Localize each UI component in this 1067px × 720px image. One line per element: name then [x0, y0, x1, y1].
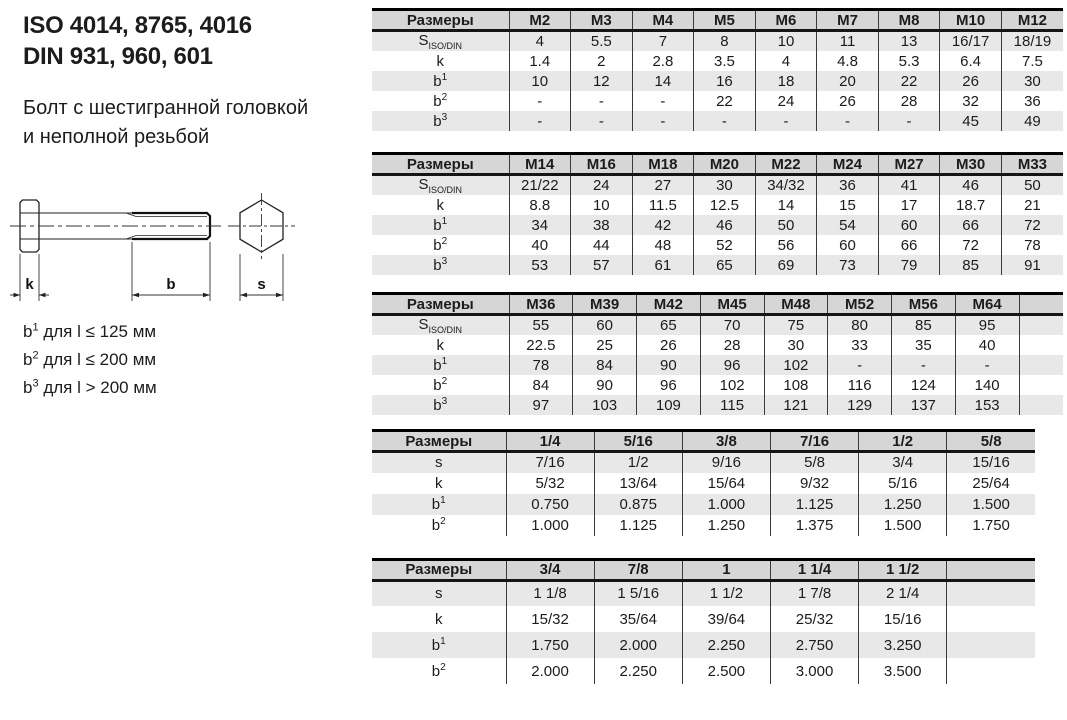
- value-cell: 4: [509, 31, 571, 52]
- dimension-tables-column: [372, 8, 1063, 684]
- dimension-table: [372, 429, 1035, 536]
- value-cell: 1.250: [682, 515, 770, 536]
- value-cell: 34/32: [755, 175, 817, 196]
- value-cell: 108: [764, 375, 828, 395]
- value-cell: 1.750: [506, 632, 594, 658]
- value-cell: 102: [700, 375, 764, 395]
- value-cell: 124: [892, 375, 956, 395]
- value-cell: [947, 632, 1035, 658]
- row-label-header: Размеры: [372, 10, 509, 31]
- value-cell: 28: [878, 91, 940, 111]
- value-cell: 16/17: [940, 31, 1002, 52]
- value-cell: 1.250: [859, 494, 947, 515]
- value-cell: 39/64: [682, 606, 770, 632]
- dimension-s: [240, 254, 283, 301]
- size-column-header: 3/4: [506, 559, 594, 580]
- value-cell: 40: [955, 335, 1019, 355]
- value-cell: 84: [573, 355, 637, 375]
- value-cell: 5.3: [878, 51, 940, 71]
- value-cell: -: [828, 355, 892, 375]
- size-column-header: M56: [892, 294, 956, 315]
- size-column-header: 3/8: [682, 431, 770, 452]
- value-cell: 22.5: [509, 335, 573, 355]
- value-cell: 25: [573, 335, 637, 355]
- row-label: $b^1$: [372, 632, 506, 658]
- value-cell: 3.5: [694, 51, 756, 71]
- page-title: [23, 10, 252, 72]
- value-cell: 25/32: [770, 606, 858, 632]
- size-column-header: M7: [817, 10, 879, 31]
- row-label: $b^2$: [372, 235, 509, 255]
- value-cell: -: [632, 91, 694, 111]
- dimension-table: [372, 558, 1035, 685]
- value-cell: 54: [817, 215, 879, 235]
- standard-din-line: DIN 931, 960, 601: [23, 43, 213, 70]
- value-cell: 48: [632, 235, 694, 255]
- row-label: $b^1$: [372, 215, 509, 235]
- size-column-header: M6: [755, 10, 817, 31]
- row-label: s: [372, 580, 506, 606]
- value-cell: 90: [637, 355, 701, 375]
- value-cell: 49: [1001, 111, 1063, 131]
- value-cell: 3/4: [859, 452, 947, 473]
- value-cell: 1.375: [770, 515, 858, 536]
- value-cell: 30: [694, 175, 756, 196]
- row-label: $b^2$: [372, 91, 509, 111]
- value-cell: 52: [694, 235, 756, 255]
- row-label-header: Размеры: [372, 294, 509, 315]
- size-column-header: 1 1/4: [770, 559, 858, 580]
- value-cell: 5/16: [859, 473, 947, 494]
- size-column-header: M8: [878, 10, 940, 31]
- footnote: $b^2$ для l ≤ 200 мм: [23, 349, 157, 369]
- value-cell: 140: [955, 375, 1019, 395]
- value-cell: 75: [764, 315, 828, 336]
- value-cell: 15/32: [506, 606, 594, 632]
- value-cell: 2.750: [770, 632, 858, 658]
- thread-length-footnotes: [23, 318, 157, 402]
- value-cell: 32: [940, 91, 1002, 111]
- size-column-header: M4: [632, 10, 694, 31]
- size-column-header: M36: [509, 294, 573, 315]
- value-cell: 8: [694, 31, 756, 52]
- size-column-header: 1 1/2: [859, 559, 947, 580]
- value-cell: 2.500: [682, 658, 770, 684]
- row-label: $b^2$: [372, 515, 506, 536]
- value-cell: 21: [1001, 195, 1063, 215]
- row-label: $S_{ISO/DIN}$: [372, 31, 509, 52]
- value-cell: 1.125: [594, 515, 682, 536]
- size-column-header: M10: [940, 10, 1002, 31]
- value-cell: 3.250: [859, 632, 947, 658]
- size-column-header: 7/16: [770, 431, 858, 452]
- row-label-header: Размеры: [372, 431, 506, 452]
- row-label: k: [372, 606, 506, 632]
- value-cell: 1.125: [770, 494, 858, 515]
- row-label: k: [372, 195, 509, 215]
- value-cell: 0.875: [594, 494, 682, 515]
- value-cell: 116: [828, 375, 892, 395]
- value-cell: 9/16: [682, 452, 770, 473]
- size-column-header: 1: [682, 559, 770, 580]
- value-cell: 4.8: [817, 51, 879, 71]
- value-cell: -: [509, 111, 571, 131]
- value-cell: 5.5: [571, 31, 633, 52]
- value-cell: [1019, 375, 1063, 395]
- value-cell: 18: [755, 71, 817, 91]
- value-cell: 53: [509, 255, 571, 275]
- value-cell: 6.4: [940, 51, 1002, 71]
- footnote: $b^3$ для l > 200 мм: [23, 377, 157, 397]
- value-cell: 15: [817, 195, 879, 215]
- value-cell: 78: [1001, 235, 1063, 255]
- size-column-header: M14: [509, 154, 571, 175]
- bolt-head-end-view: [228, 193, 295, 259]
- value-cell: -: [694, 111, 756, 131]
- row-label: $S_{ISO/DIN}$: [372, 315, 509, 336]
- value-cell: 35/64: [594, 606, 682, 632]
- value-cell: 60: [878, 215, 940, 235]
- size-column-header: 7/8: [594, 559, 682, 580]
- dimension-k: [10, 254, 49, 301]
- value-cell: 15/64: [682, 473, 770, 494]
- value-cell: 10: [509, 71, 571, 91]
- value-cell: 70: [700, 315, 764, 336]
- value-cell: -: [892, 355, 956, 375]
- value-cell: 16: [694, 71, 756, 91]
- value-cell: 95: [955, 315, 1019, 336]
- value-cell: 30: [764, 335, 828, 355]
- value-cell: 7/16: [506, 452, 594, 473]
- value-cell: -: [571, 111, 633, 131]
- value-cell: 18.7: [940, 195, 1002, 215]
- table-metric-m14-m33: [372, 152, 1063, 275]
- value-cell: 11: [817, 31, 879, 52]
- value-cell: 85: [940, 255, 1002, 275]
- row-label: k: [372, 473, 506, 494]
- value-cell: 36: [817, 175, 879, 196]
- value-cell: 21/22: [509, 175, 571, 196]
- value-cell: 33: [828, 335, 892, 355]
- value-cell: 2.250: [594, 658, 682, 684]
- value-cell: 1/2: [594, 452, 682, 473]
- row-label: $b^3$: [372, 111, 509, 131]
- table-metric-m36-m64: [372, 292, 1063, 415]
- value-cell: 96: [700, 355, 764, 375]
- value-cell: 61: [632, 255, 694, 275]
- dim-label-k: k: [25, 276, 34, 293]
- value-cell: 34: [509, 215, 571, 235]
- dimension-table: [372, 152, 1063, 275]
- value-cell: 4: [755, 51, 817, 71]
- value-cell: 38: [571, 215, 633, 235]
- value-cell: 25/64: [947, 473, 1035, 494]
- size-column-header: M48: [764, 294, 828, 315]
- value-cell: -: [571, 91, 633, 111]
- size-column-header: 5/8: [947, 431, 1035, 452]
- value-cell: -: [632, 111, 694, 131]
- value-cell: 96: [637, 375, 701, 395]
- product-description: [23, 94, 308, 152]
- value-cell: 24: [755, 91, 817, 111]
- dimension-b: [132, 242, 210, 301]
- value-cell: 65: [694, 255, 756, 275]
- value-cell: 109: [637, 395, 701, 415]
- row-label: $S_{ISO/DIN}$: [372, 175, 509, 196]
- value-cell: 3.000: [770, 658, 858, 684]
- value-cell: 42: [632, 215, 694, 235]
- row-label: $b^3$: [372, 255, 509, 275]
- value-cell: 1.500: [947, 494, 1035, 515]
- size-column-header: M20: [694, 154, 756, 175]
- standard-iso-line: ISO 4014, 8765, 4016: [23, 12, 252, 39]
- footnote: $b^1$ для l ≤ 125 мм: [23, 321, 157, 341]
- value-cell: 12: [571, 71, 633, 91]
- value-cell: -: [955, 355, 1019, 375]
- value-cell: 13/64: [594, 473, 682, 494]
- size-column-header: M33: [1001, 154, 1063, 175]
- value-cell: 72: [940, 235, 1002, 255]
- bolt-drawing-svg: [8, 192, 308, 314]
- value-cell: 2: [571, 51, 633, 71]
- value-cell: 35: [892, 335, 956, 355]
- value-cell: 1 1/2: [682, 580, 770, 606]
- value-cell: 0.750: [506, 494, 594, 515]
- value-cell: 56: [755, 235, 817, 255]
- table-inch-large: [372, 558, 1035, 685]
- value-cell: -: [509, 91, 571, 111]
- value-cell: 103: [573, 395, 637, 415]
- value-cell: [1019, 355, 1063, 375]
- value-cell: 24: [571, 175, 633, 196]
- size-column-header: M5: [694, 10, 756, 31]
- value-cell: 30: [1001, 71, 1063, 91]
- dimension-table: [372, 8, 1063, 131]
- value-cell: 2.8: [632, 51, 694, 71]
- value-cell: 66: [878, 235, 940, 255]
- value-cell: 7: [632, 31, 694, 52]
- table-metric-m2-m12: [372, 8, 1063, 131]
- row-label: $b^1$: [372, 494, 506, 515]
- value-cell: 55: [509, 315, 573, 336]
- description-line-1: Болт с шестигранной головкой: [23, 97, 309, 119]
- value-cell: 102: [764, 355, 828, 375]
- size-column-header: M16: [571, 154, 633, 175]
- value-cell: 3.500: [859, 658, 947, 684]
- description-line-2: и неполной резьбой: [23, 126, 210, 148]
- value-cell: 1 1/8: [506, 580, 594, 606]
- value-cell: 36: [1001, 91, 1063, 111]
- value-cell: 1 7/8: [770, 580, 858, 606]
- value-cell: 50: [1001, 175, 1063, 196]
- size-column-header: [947, 559, 1035, 580]
- value-cell: 46: [940, 175, 1002, 196]
- value-cell: [1019, 335, 1063, 355]
- value-cell: 78: [509, 355, 573, 375]
- value-cell: 46: [694, 215, 756, 235]
- value-cell: 14: [755, 195, 817, 215]
- row-label: k: [372, 51, 509, 71]
- value-cell: 27: [632, 175, 694, 196]
- value-cell: 13: [878, 31, 940, 52]
- value-cell: 2.000: [506, 658, 594, 684]
- value-cell: 2 1/4: [859, 580, 947, 606]
- size-column-header: 5/16: [594, 431, 682, 452]
- size-column-header: M64: [955, 294, 1019, 315]
- value-cell: 17: [878, 195, 940, 215]
- value-cell: 121: [764, 395, 828, 415]
- value-cell: 44: [571, 235, 633, 255]
- value-cell: 22: [694, 91, 756, 111]
- value-cell: 22: [878, 71, 940, 91]
- value-cell: 20: [817, 71, 879, 91]
- value-cell: [947, 658, 1035, 684]
- row-label: k: [372, 335, 509, 355]
- value-cell: 90: [573, 375, 637, 395]
- value-cell: 115: [700, 395, 764, 415]
- value-cell: 1.000: [506, 515, 594, 536]
- value-cell: 137: [892, 395, 956, 415]
- row-label-header: Размеры: [372, 154, 509, 175]
- row-label: $b^1$: [372, 71, 509, 91]
- row-label: $b^3$: [372, 395, 509, 415]
- value-cell: [1019, 315, 1063, 336]
- dim-label-s: s: [257, 276, 266, 293]
- size-column-header: M39: [573, 294, 637, 315]
- value-cell: 26: [817, 91, 879, 111]
- value-cell: 26: [940, 71, 1002, 91]
- value-cell: 7.5: [1001, 51, 1063, 71]
- row-label: $b^2$: [372, 658, 506, 684]
- value-cell: 66: [940, 215, 1002, 235]
- value-cell: 65: [637, 315, 701, 336]
- value-cell: 40: [509, 235, 571, 255]
- value-cell: 1.750: [947, 515, 1035, 536]
- size-column-header: [1019, 294, 1063, 315]
- size-column-header: M3: [571, 10, 633, 31]
- value-cell: [947, 580, 1035, 606]
- size-column-header: M18: [632, 154, 694, 175]
- row-label: $b^2$: [372, 375, 509, 395]
- value-cell: 60: [573, 315, 637, 336]
- value-cell: 72: [1001, 215, 1063, 235]
- value-cell: [1019, 395, 1063, 415]
- value-cell: 80: [828, 315, 892, 336]
- row-label: s: [372, 452, 506, 473]
- value-cell: 153: [955, 395, 1019, 415]
- size-column-header: 1/4: [506, 431, 594, 452]
- value-cell: -: [878, 111, 940, 131]
- value-cell: 85: [892, 315, 956, 336]
- size-column-header: M12: [1001, 10, 1063, 31]
- value-cell: 45: [940, 111, 1002, 131]
- value-cell: 79: [878, 255, 940, 275]
- bolt-thread-section: [126, 213, 210, 239]
- size-column-header: M42: [637, 294, 701, 315]
- value-cell: [947, 606, 1035, 632]
- size-column-header: M24: [817, 154, 879, 175]
- value-cell: 60: [817, 235, 879, 255]
- size-column-header: M2: [509, 10, 571, 31]
- size-column-header: M30: [940, 154, 1002, 175]
- row-label: $b^1$: [372, 355, 509, 375]
- row-label-header: Размеры: [372, 559, 506, 580]
- value-cell: -: [755, 111, 817, 131]
- size-column-header: M27: [878, 154, 940, 175]
- value-cell: 10: [755, 31, 817, 52]
- value-cell: 129: [828, 395, 892, 415]
- value-cell: 18/19: [1001, 31, 1063, 52]
- value-cell: 28: [700, 335, 764, 355]
- size-column-header: M22: [755, 154, 817, 175]
- dim-label-b: b: [166, 276, 176, 293]
- value-cell: 12.5: [694, 195, 756, 215]
- value-cell: 10: [571, 195, 633, 215]
- size-column-header: M45: [700, 294, 764, 315]
- size-column-header: 1/2: [859, 431, 947, 452]
- size-column-header: M52: [828, 294, 892, 315]
- bolt-technical-drawing: [8, 192, 308, 314]
- value-cell: 15/16: [947, 452, 1035, 473]
- value-cell: 91: [1001, 255, 1063, 275]
- value-cell: 1 5/16: [594, 580, 682, 606]
- value-cell: 50: [755, 215, 817, 235]
- value-cell: 9/32: [770, 473, 858, 494]
- table-inch-small: [372, 429, 1035, 536]
- value-cell: 11.5: [632, 195, 694, 215]
- value-cell: 69: [755, 255, 817, 275]
- value-cell: 2.250: [682, 632, 770, 658]
- value-cell: 1.500: [859, 515, 947, 536]
- value-cell: 15/16: [859, 606, 947, 632]
- value-cell: 97: [509, 395, 573, 415]
- value-cell: 41: [878, 175, 940, 196]
- dimension-table: [372, 292, 1063, 415]
- value-cell: 57: [571, 255, 633, 275]
- value-cell: 73: [817, 255, 879, 275]
- value-cell: 8.8: [509, 195, 571, 215]
- value-cell: 5/32: [506, 473, 594, 494]
- value-cell: 26: [637, 335, 701, 355]
- value-cell: -: [817, 111, 879, 131]
- value-cell: 84: [509, 375, 573, 395]
- value-cell: 14: [632, 71, 694, 91]
- value-cell: 1.000: [682, 494, 770, 515]
- value-cell: 1.4: [509, 51, 571, 71]
- value-cell: 5/8: [770, 452, 858, 473]
- value-cell: 2.000: [594, 632, 682, 658]
